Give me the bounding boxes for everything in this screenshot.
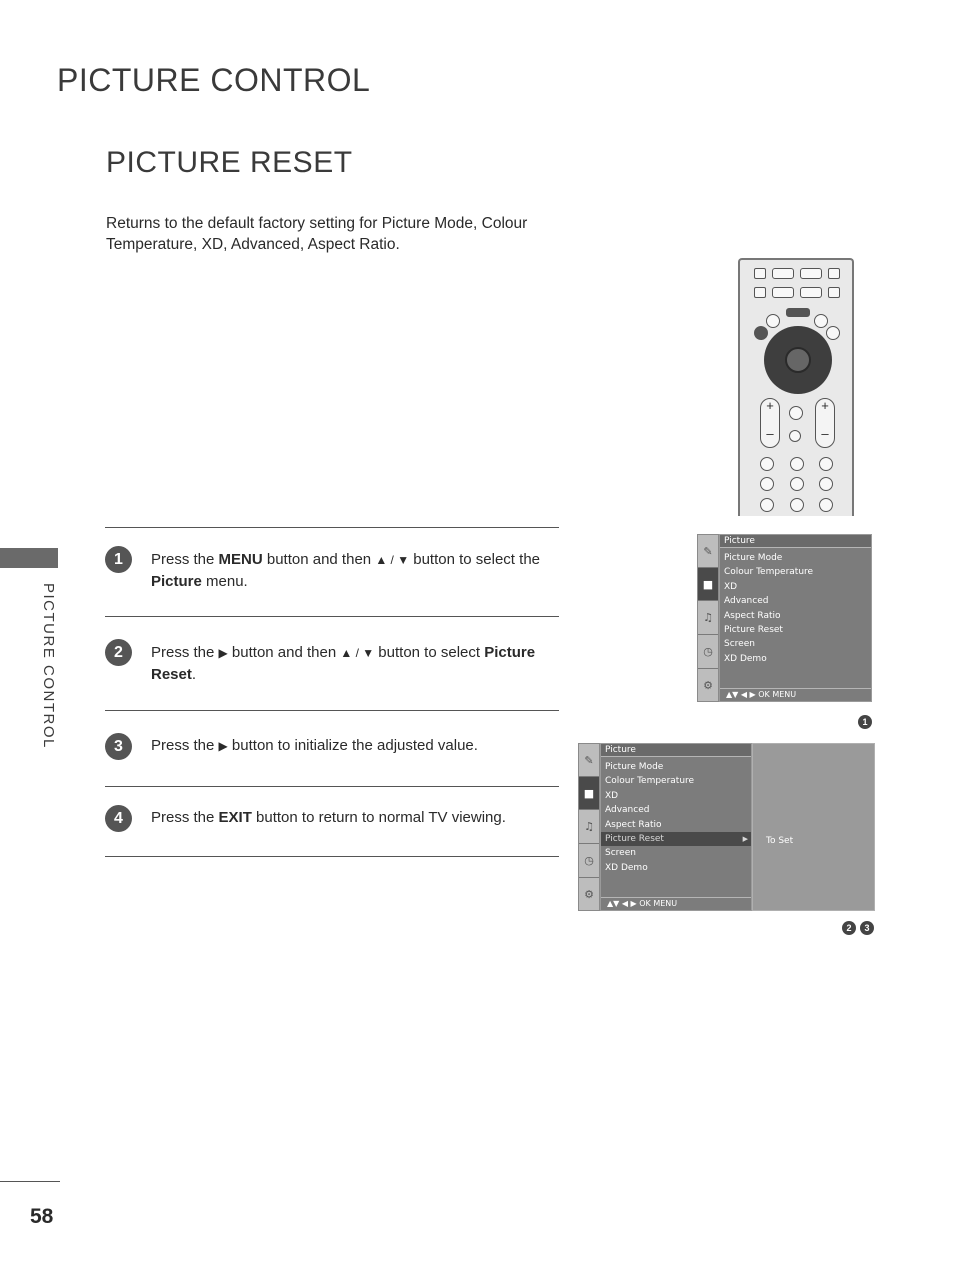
osd-menu-2 xyxy=(578,743,875,911)
page-rule xyxy=(0,1181,60,1182)
osd-menu-panel xyxy=(719,534,872,702)
osd-menu-footer: ▲▼ ◀ ▶ OK MENU xyxy=(720,688,871,701)
osd-menu-item-selected[interactable]: Picture Reset ▶ xyxy=(601,832,751,846)
number-button-icon xyxy=(819,498,833,512)
pause-button-icon xyxy=(800,268,822,279)
osd-menu-header: Picture xyxy=(720,535,871,548)
page-number: 58 xyxy=(30,1205,54,1228)
up-down-arrows-icon: ▲ / ▼ xyxy=(375,553,410,567)
picture-reset-label: Picture Reset xyxy=(151,644,536,683)
osd-menu-item[interactable]: XD Demo xyxy=(724,653,767,664)
intro-text: Returns to the default factory setting for Picture Mode, Colour Temperature, XD, Advanced, Aspect Ratio. xyxy=(106,215,528,253)
number-button-icon xyxy=(760,498,774,512)
osd-menu-item[interactable]: XD xyxy=(724,581,738,592)
steps-list xyxy=(105,527,559,857)
side-tab-marker xyxy=(0,548,58,568)
step-text: Press the MENU button and then ▲ / ▼ button to select the Picture menu. xyxy=(151,551,540,590)
osd-menu-footer: ▲▼ ◀ ▶ OK MENU xyxy=(601,897,751,910)
prev-button-icon xyxy=(754,287,766,298)
step-badge: 2 xyxy=(842,921,856,935)
step-4 xyxy=(105,786,559,857)
osd-menu-item[interactable]: XD xyxy=(605,790,619,801)
tv-picture-icon: ■ xyxy=(698,568,718,601)
clock-icon: ◷ xyxy=(579,844,599,878)
stop-button-icon xyxy=(754,268,766,279)
osd-menu-item[interactable]: Colour Temperature xyxy=(605,776,695,787)
remote-control-illustration xyxy=(738,258,854,516)
osd-icon-column xyxy=(697,534,719,702)
number-button-icon xyxy=(790,498,804,512)
next-button-icon xyxy=(828,287,840,298)
picture-menu-label: Picture xyxy=(151,573,202,590)
number-button-icon xyxy=(819,477,833,491)
osd-menu-item[interactable]: Picture Reset xyxy=(724,624,783,635)
osd-menu-header: Picture xyxy=(601,744,751,757)
right-arrow-icon: ▶ xyxy=(218,646,228,660)
osd-menu-item[interactable]: Colour Temperature xyxy=(724,567,814,578)
audio-icon: ♫ xyxy=(698,601,718,635)
fast-forward-button-icon xyxy=(800,287,822,298)
osd-menu-1 xyxy=(697,534,872,702)
menu-key-label: MENU xyxy=(218,551,263,568)
right-arrow-icon: ▶ xyxy=(218,739,228,753)
osd-submenu-panel xyxy=(752,743,875,911)
osd-menu-item[interactable]: Screen xyxy=(724,639,755,650)
play-button-icon xyxy=(772,268,794,279)
button-icon xyxy=(766,314,780,328)
menu-button-icon xyxy=(786,308,810,317)
step-text: Press the ▶ button and then ▲ / ▼ button to select Picture Reset. xyxy=(151,644,536,683)
step-badge: 1 xyxy=(858,715,872,729)
button-icon xyxy=(814,314,828,328)
step-1 xyxy=(105,527,559,616)
step-badge: 3 xyxy=(860,921,874,935)
step-2 xyxy=(105,616,559,710)
ok-button-icon xyxy=(785,347,811,373)
button-icon xyxy=(789,406,803,420)
right-arrow-icon: ▶ xyxy=(742,834,748,843)
mute-button-icon xyxy=(789,430,801,442)
rewind-button-icon xyxy=(772,287,794,298)
option-icon: ⚙ xyxy=(584,887,594,901)
volume-rocker-icon: + – xyxy=(760,398,780,448)
menu-key-highlight-icon xyxy=(754,326,768,340)
tv-picture-icon: ■ xyxy=(579,777,599,810)
osd-menu-item[interactable]: XD Demo xyxy=(605,862,648,873)
page-title: PICTURE RESET xyxy=(106,146,353,179)
osd-menu-item[interactable]: Picture Mode xyxy=(724,553,783,563)
osd-menu-item[interactable]: Aspect Ratio xyxy=(605,819,662,830)
step-3 xyxy=(105,710,559,786)
step-number: 3 xyxy=(105,733,132,760)
number-button-icon xyxy=(760,457,774,471)
to-set-label[interactable]: To Set xyxy=(766,836,794,846)
audio-icon: ♫ xyxy=(579,810,599,844)
record-button-icon xyxy=(828,268,840,279)
section-title: PICTURE CONTROL xyxy=(57,62,371,98)
channel-rocker-icon: + – xyxy=(815,398,835,448)
step-number: 4 xyxy=(105,805,132,832)
osd-menu-item[interactable]: Aspect Ratio xyxy=(724,610,781,621)
step-number: 1 xyxy=(105,546,132,573)
side-label: PICTURE CONTROL xyxy=(40,583,57,749)
clock-icon: ◷ xyxy=(698,635,718,669)
antenna-icon: ✎ xyxy=(698,535,718,568)
osd-menu-panel xyxy=(600,743,752,911)
osd-menu-item[interactable]: Screen xyxy=(605,848,636,859)
exit-key-label: EXIT xyxy=(218,809,252,826)
osd-menu-item[interactable]: Picture Mode xyxy=(605,762,664,772)
button-icon xyxy=(826,326,840,340)
osd-menu-item[interactable]: Advanced xyxy=(605,805,650,816)
step-number: 2 xyxy=(105,639,132,666)
step-text: Press the EXIT button to return to normal TV viewing. xyxy=(151,809,506,826)
step-text: Press the ▶ button to initialize the adjusted value. xyxy=(151,737,478,754)
osd-menu-item[interactable]: Advanced xyxy=(724,596,769,607)
option-icon: ⚙ xyxy=(703,678,713,692)
navigation-ring-icon xyxy=(764,326,832,394)
up-down-arrows-icon: ▲ / ▼ xyxy=(340,646,375,660)
antenna-icon: ✎ xyxy=(579,744,599,777)
number-button-icon xyxy=(790,457,804,471)
number-button-icon xyxy=(790,477,804,491)
number-button-icon xyxy=(819,457,833,471)
number-button-icon xyxy=(760,477,774,491)
osd-icon-column xyxy=(578,743,600,911)
